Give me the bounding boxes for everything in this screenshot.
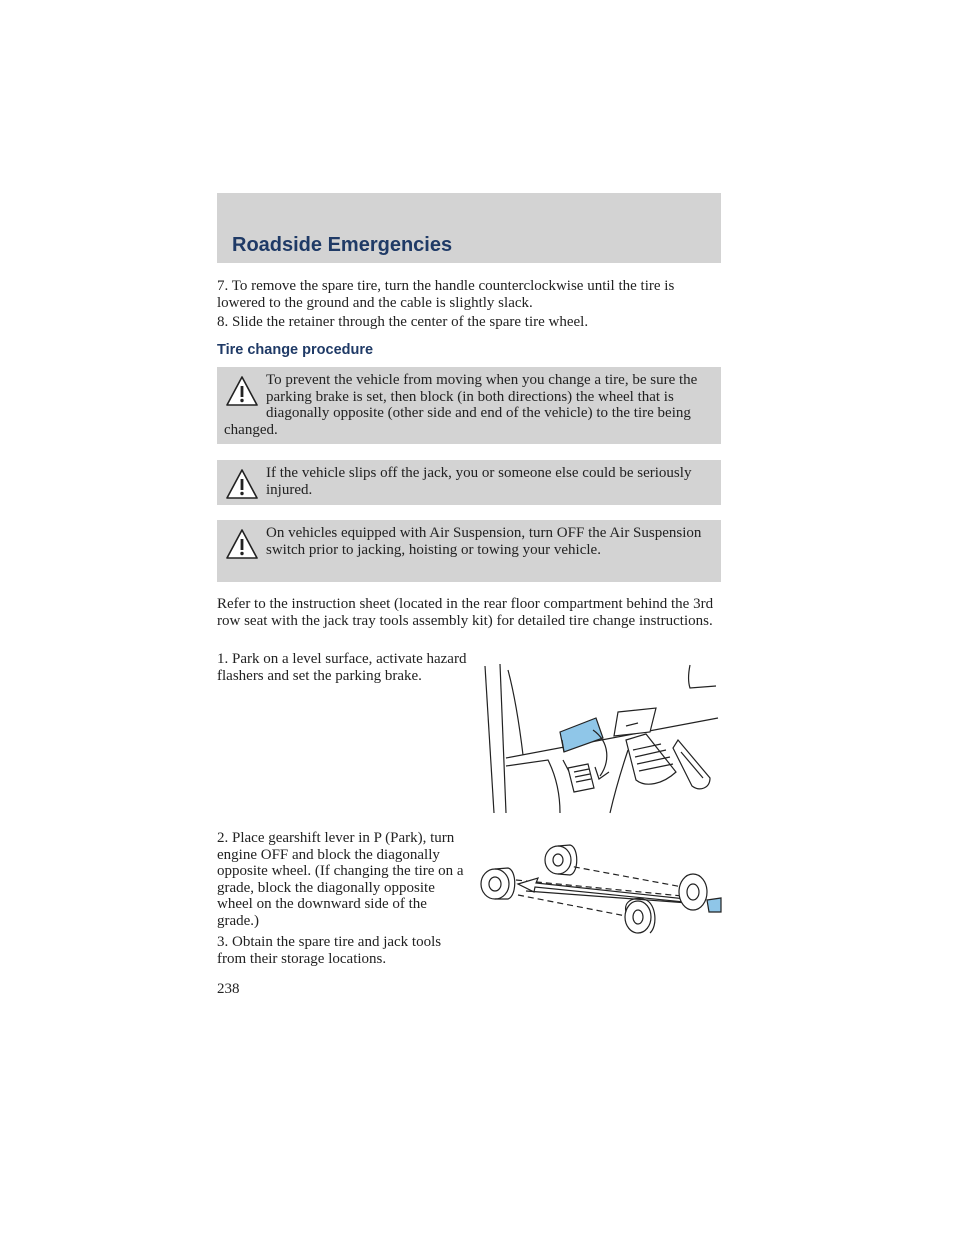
step-8: 8. Slide the retainer through the center of the spare tire wheel. xyxy=(217,314,589,330)
step-1: 1. Park on a level surface, activate hazard flashers and set the parking brake. xyxy=(217,651,467,684)
page-title: Roadside Emergencies xyxy=(232,234,453,256)
warning-triangle-icon xyxy=(224,527,260,561)
step-3: 3. Obtain the spare tire and jack tools from their storage locations. xyxy=(217,934,442,967)
warning-box-2 xyxy=(217,460,721,505)
warning-box-3 xyxy=(217,520,721,582)
warning-text-3: On vehicles equipped with Air Suspension, turn OFF the Air Suspension switch prior to jacking, hoisting or towing your vehicle. xyxy=(266,525,702,558)
refer-paragraph: Refer to the instruction sheet (located in the rear floor compartment behind the 3rd row seat with the jack tray tools assembly kit) for detailed tire change instructions. xyxy=(217,596,714,629)
header-band xyxy=(217,193,721,263)
warning-box-1 xyxy=(217,367,721,444)
page-number: 238 xyxy=(217,981,240,997)
warning-text-1: To prevent the vehicle from moving when you change a tire, be sure the parking brake is set, then block (in both directions) the wheel that is diagonally opposite (other side and end of the vehicle) to the tire being changed. xyxy=(224,372,698,438)
wheel-block-diagram xyxy=(478,840,723,940)
step-2: 2. Place gearshift lever in P (Park), turn engine OFF and block the diagonally opposite wheel. (If changing the tire on a grade, block the diagonally opposite wheel on the downward side of the grade.) xyxy=(217,830,464,929)
section-title: Tire change procedure xyxy=(217,342,374,358)
parking-brake-illustration xyxy=(478,660,723,815)
warning-triangle-icon xyxy=(224,374,260,408)
warning-text-2: If the vehicle slips off the jack, you or someone else could be seriously injured. xyxy=(266,465,692,498)
warning-triangle-icon xyxy=(224,467,260,501)
step-7: 7. To remove the spare tire, turn the handle counterclockwise until the tire is lowered to the ground and the cable is slightly slack. xyxy=(217,278,675,311)
